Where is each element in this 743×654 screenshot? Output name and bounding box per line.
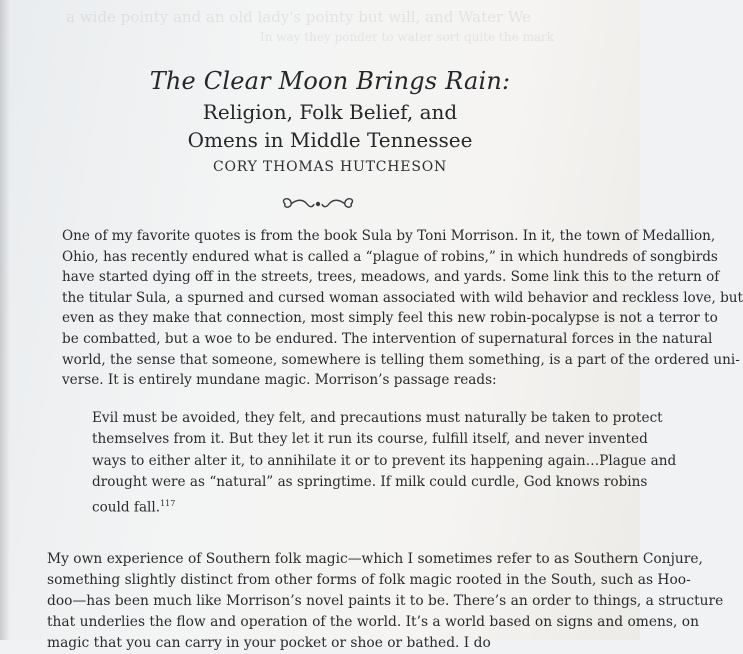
paragraph-line: be combatted, but a woe to be endured. The intervention of supernatural forces in the natural	[62, 330, 713, 347]
footnote-marker: 117	[160, 499, 176, 509]
quote-line: Evil must be avoided, they felt, and precautions must naturally be taken to protect	[92, 410, 663, 426]
bleed-through-text: a wide pointy and an old lady's pointy but will, and Water We	[66, 8, 532, 26]
paragraph-line: Ohio, has recently endured what is called a “plague of robins,” in which hundreds of songbirds	[62, 248, 718, 265]
paragraph-line: One of my favorite quotes is from the book Sula by Toni Morrison. In it, the town of Medallion,	[62, 228, 716, 244]
paragraph-line: verse. It is entirely mundane magic. Morrison’s passage reads:	[62, 372, 497, 389]
chapter-author: CORY THOMAS HUTCHESON	[212, 159, 448, 175]
chapter-title-line-1: The Clear Moon Brings Rain:	[149, 67, 511, 95]
scroll-ornament-icon	[277, 195, 359, 213]
paragraph-line: world, the sense that someone, somewhere is telling them something, is a part of the ordered uni-	[62, 351, 740, 368]
bleed-through-text: In way they ponder to water sort quite the mark	[260, 30, 555, 44]
block-quote	[92, 408, 677, 519]
quote-line	[92, 493, 612, 519]
quote-line: drought were as “natural” as springtime. If milk could curdle, God knows robins	[92, 473, 648, 490]
paragraph-line: doo—has been much like Morrison’s novel paints it to be. There’s an order to things, a structure	[47, 593, 724, 609]
paragraph-line: even as they make that connection, most simply feel this new robin-pocalypse is not a terror to	[62, 310, 718, 327]
paragraph-2	[47, 549, 724, 654]
chapter-title-line-3: Omens in Middle Tennessee	[187, 128, 473, 152]
paragraph-line: that underlies the flow and operation of the world. It’s a world based on signs and omens, on	[47, 614, 699, 630]
chapter-title-line-2: Religion, Folk Belief, and	[202, 100, 458, 124]
paragraph-line: magic that you can carry in your pocket or shoe or bathed. I do	[47, 635, 491, 651]
paragraph-line: the titular Sula, a spurned and cursed woman associated with wild behavior and reckless love, but	[62, 289, 743, 306]
chapter-title	[120, 66, 540, 154]
quote-line: ways to either alter it, to annihilate it or to prevent its happening again…Plague and	[92, 452, 677, 469]
quote-line: themselves from it. But they let it run its course, fulfill itself, and never invented	[92, 431, 648, 448]
page-gutter-shadow	[0, 0, 10, 640]
paragraph-line: have started dying off in the streets, trees, meadows, and yards. Some link this to the return of	[62, 269, 720, 286]
paragraph-1	[62, 226, 743, 391]
paragraph-line: something slightly distinct from other forms of folk magic rooted in the South, such as Hoo-	[47, 572, 691, 588]
quote-last-text: could fall.	[92, 499, 161, 516]
paragraph-line: My own experience of Southern folk magic—which I sometimes refer to as Southern Conjure,	[47, 551, 703, 567]
